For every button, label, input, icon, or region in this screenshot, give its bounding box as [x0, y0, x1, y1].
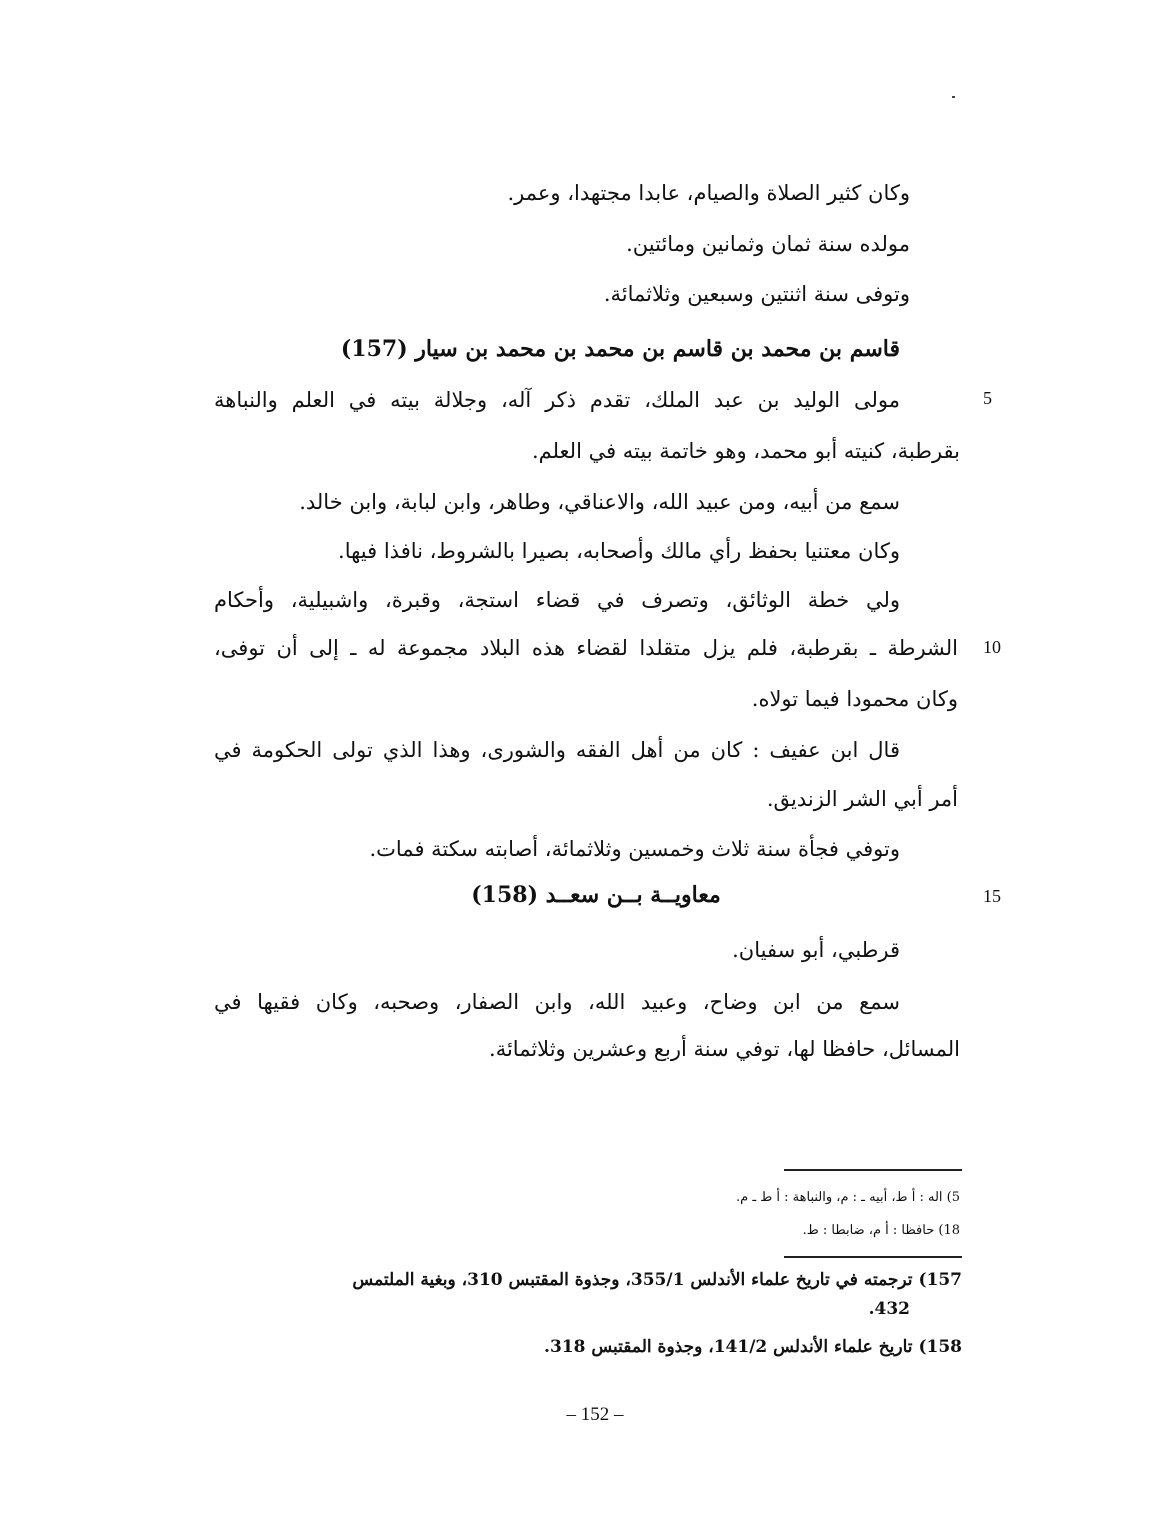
body-line-14: وتوفي فجأة سنة ثلاث وخمسين وثلاثمائة، أصابته سكتة فمات. — [369, 837, 900, 861]
line-number-15: 15 — [983, 886, 1001, 906]
source-note-158: 158) تاريخ علماء الأندلس 141/2، وجذوة المقتبس 318. — [544, 1337, 962, 1357]
body-line-2: مولده سنة ثمان وثمانين ومائتين. — [626, 232, 910, 256]
page-number: – 152 – — [566, 1404, 624, 1425]
body-line-7: سمع من أبيه، ومن عبيد الله، والاعناقي، وطاهر، وابن لبابة، وابن خالد. — [299, 490, 900, 514]
body-line-8: وكان معتنيا بحفظ رأي مالك وأصحابه، بصيرا بالشروط، نافذا فيها. — [338, 539, 900, 563]
footnote-rule — [784, 1169, 962, 1171]
body-line-13: أمر أبي الشر الزنديق. — [766, 787, 958, 811]
line-number-10: 10 — [983, 637, 1001, 657]
variant-note-18: 18) حافظا : أ م، ضابطا : ط. — [802, 1223, 960, 1238]
body-line-9: ولي خطة الوثائق، وتصرف في قضاء استجة، وقبرة، واشبيلية، وأحكام — [214, 588, 900, 612]
entry-heading-157: قاسم بن محمد بن قاسم بن محمد بن محمد بن سيار (157) — [340, 336, 900, 362]
source-note-157-cont: 432. — [868, 1299, 910, 1319]
source-note-157: 157) ترجمته في تاريخ علماء الأندلس 355/1، وجذوة المقتبس 310، وبغية الملتمس — [352, 1270, 962, 1290]
line-number-5: 5 — [983, 388, 992, 408]
sources-rule — [784, 1256, 962, 1258]
body-line-3: وتوفى سنة اثنتين وسبعين وثلاثمائة. — [603, 282, 910, 306]
body-line-17: سمع من ابن وضاح، وعبيد الله، وابن الصفار، وصحبه، وكان فقيها في — [214, 990, 900, 1014]
entry-heading-158: معاويــة بــن سعــد (158) — [471, 882, 721, 908]
body-line-12: قال ابن عفيف : كان من أهل الفقه والشورى، وهذا الذي تولى الحكومة في — [214, 738, 900, 762]
page-mark — [952, 96, 955, 98]
body-line-5: مولى الوليد بن عبد الملك، تقدم ذكر آله، وجلالة بيته في العلم والنباهة — [214, 388, 900, 412]
body-line-18: المسائل، حافظا لها، توفي سنة أربع وعشرين وثلاثمائة. — [489, 1037, 960, 1061]
body-line-11: وكان محمودا فيما تولاه. — [751, 687, 958, 711]
body-line-1: وكان كثير الصلاة والصيام، عابدا مجتهدا، وعمر. — [507, 181, 910, 205]
body-line-10: الشرطة ـ بقرطبة، فلم يزل متقلدا لقضاء هذه البلاد مجموعة له ـ إلى أن توفى، — [214, 636, 958, 660]
body-line-16: قرطبي، أبو سفيان. — [732, 938, 900, 962]
variant-note-5: 5) اله : أ ط، أبيه ـ : م، والنباهة : أ ط ـ م. — [736, 1190, 960, 1205]
body-line-6: بقرطبة، كنيته أبو محمد، وهو خاتمة بيته في العلم. — [531, 439, 960, 463]
